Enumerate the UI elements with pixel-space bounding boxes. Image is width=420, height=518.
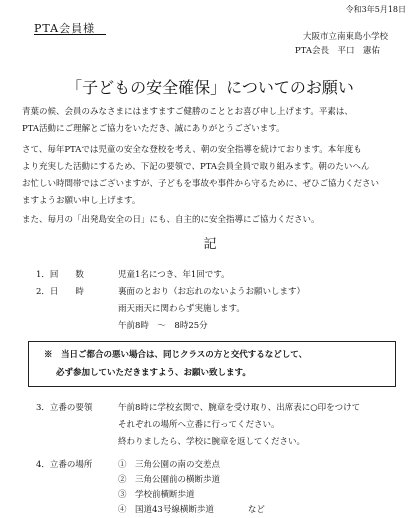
item-4-label: 4．立番の場所 bbox=[36, 460, 93, 470]
body-paragraph-2-line-4: ますようお願い申し上げます。 bbox=[22, 196, 141, 206]
item-2-value-1: 裏面のとおり（お忘れのないようお願いします） bbox=[118, 287, 306, 297]
sender-school: 大阪市立南東島小学校 bbox=[302, 32, 388, 42]
sender-chair: PTA会長 平口 憲佑 bbox=[294, 46, 380, 56]
document-date: 令和3年5月18日 bbox=[345, 5, 406, 14]
place-list-item: ③ 学校前横断歩道 bbox=[118, 490, 195, 500]
item-3-value-1: 午前8時に学校玄関で、腕章を受け取り、出席表に○印をつけて bbox=[118, 403, 361, 413]
recipient-heading: PTA会員様 bbox=[34, 22, 96, 35]
body-paragraph-3: また、毎月の「出発島安全の日」にも、自主的に安全指導にご協力ください。 bbox=[22, 215, 320, 225]
body-paragraph-2-line-2: より充実した活動にするため、下記の要領で、PTA会員全員で取り組みます。朝のたいへん bbox=[22, 162, 370, 172]
item-3-label: 3．立番の要領 bbox=[36, 403, 93, 413]
notice-line-1: ※ 当日ご都合の悪い場合は、同じクラスの方と交代するなどして、 bbox=[44, 350, 308, 360]
document-title: 「子どもの安全確保」についてのお願い bbox=[66, 78, 354, 97]
body-paragraph-2-line-1: さて、毎年PTAでは児童の安全な登校を考え、朝の安全指導を続けております。本年度も bbox=[22, 145, 362, 155]
item-1-value: 児童1名につき、年1回です。 bbox=[118, 270, 230, 280]
body-paragraph-2-line-3: お忙しい時間帯ではございますが、子どもを事故や事件から守るために、ぜひご協力ください bbox=[22, 179, 380, 189]
body-paragraph-1-line-1: 青葉の候、会員のみなさまにはますますご健勝のこととお喜び申し上げます。平素は、 bbox=[22, 107, 353, 117]
notice-line-2: 必ず参加していただきますよう、お願い致します。 bbox=[56, 368, 251, 378]
ki-heading: 記 bbox=[203, 237, 217, 252]
place-list-item: ① 三角公園の南の交差点 bbox=[118, 460, 221, 470]
item-1-label: 1．回 数 bbox=[36, 270, 84, 280]
recipient-underline bbox=[34, 34, 106, 35]
item-3-value-3: 終わりましたら、学校に腕章を返してください。 bbox=[118, 437, 306, 447]
item-2-value-3: 午前8時 ～ 8時25分 bbox=[118, 321, 208, 331]
item-2-value-2: 雨天雨天に関わらず実施します。 bbox=[118, 304, 245, 314]
item-3-value-2: それぞれの場所へ立番に行ってください。 bbox=[118, 420, 280, 430]
place-list-item: ④ 国道43号線横断歩道 など bbox=[118, 505, 265, 515]
place-list-item: ② 三角公園前の横断歩道 bbox=[118, 475, 221, 485]
item-2-label: 2．日 時 bbox=[36, 287, 84, 297]
body-paragraph-1-line-2: PTA活動にご理解とご協力をいただき、誠にありがとうございます。 bbox=[22, 124, 285, 134]
